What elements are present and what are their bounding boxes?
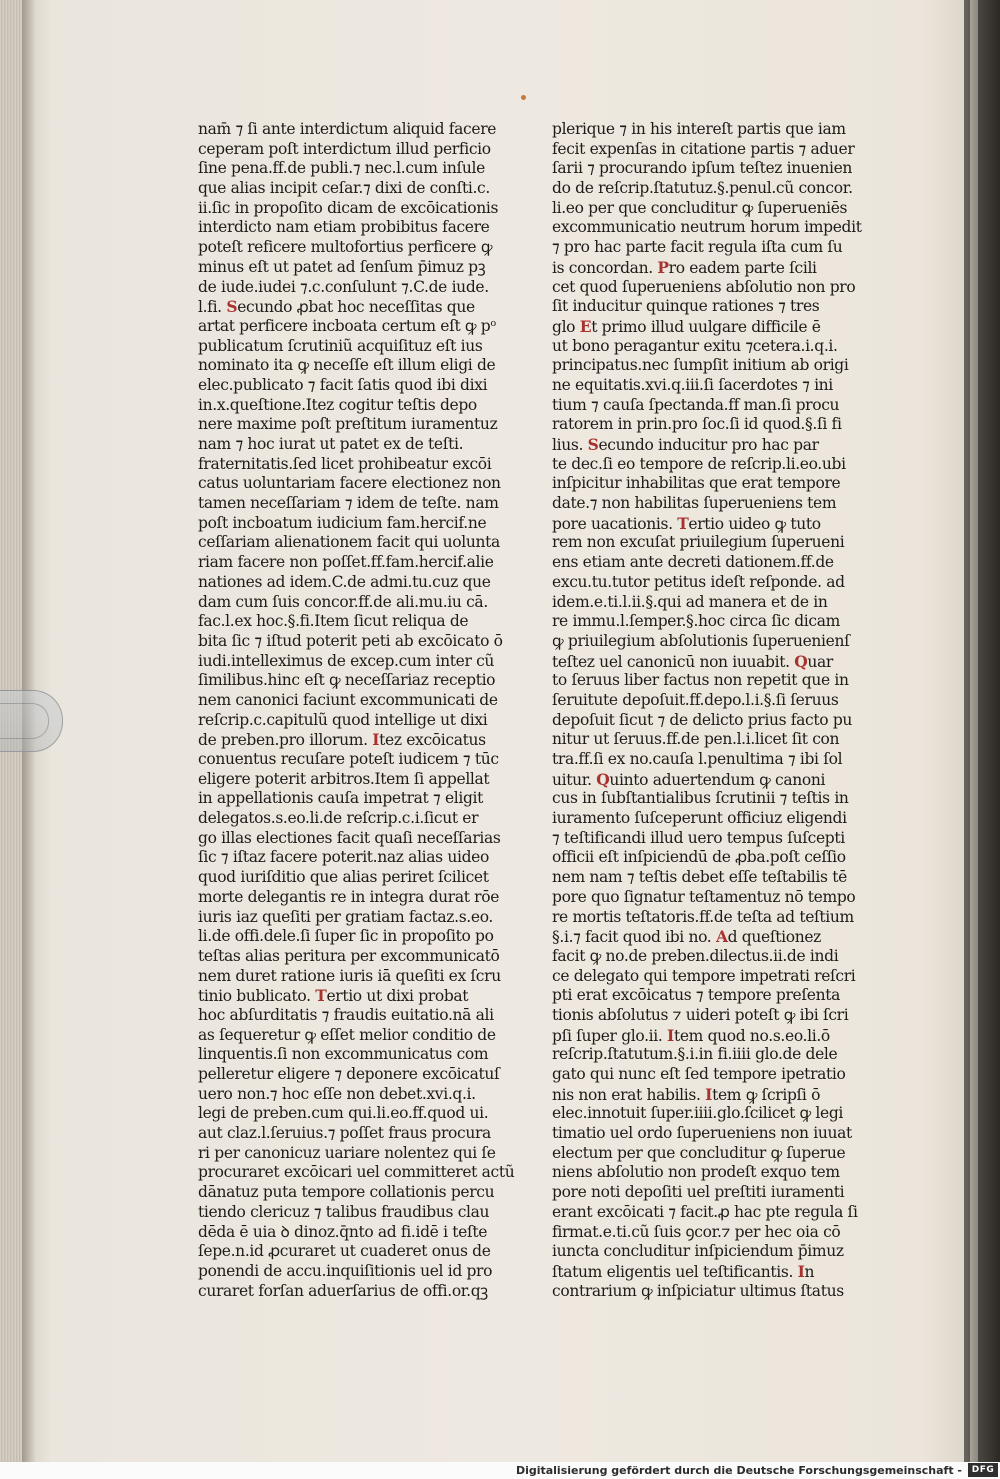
- text-line: fraternitatis.ſed licet prohibeatur excōi: [198, 454, 492, 473]
- text-line: ſit inducitur quinque rationes ⁊ tres: [552, 297, 820, 316]
- text-line: nominato ita ꝙ neceſſe eſt illum eligi de: [198, 356, 496, 375]
- text-line: ii.ſic in propoſito dicam de excōicationis: [198, 198, 499, 217]
- text-line: ſine pena.ff.de publi.⁊ nec.l.cum inſule: [198, 159, 485, 178]
- text-line: gato qui nunc eſt ſed tempore ipetratio: [552, 1065, 846, 1083]
- text-line: conuentus recuſare poteſt iudicem ⁊ tūc: [198, 750, 499, 768]
- text-line: teſtas alias peritura per excommunicatō: [198, 946, 500, 965]
- text-line: eligere poterit arbitros.Item ſi appellat: [198, 769, 490, 788]
- text-line: ⁊ pro hac parte facit regula iſta cum ſu: [552, 238, 843, 257]
- text-line: procuraret excōicari uel committeret actũ: [198, 1163, 515, 1182]
- text-line: li.de offi.dele.ſi ſuper ſic in propoſito po: [198, 927, 494, 946]
- text-line: niens abſolutio non prodeſt exquo tem: [552, 1163, 840, 1182]
- text-line: reſcrip.ſtatutum.§.i.in fi.iiii glo.de dele: [552, 1045, 838, 1064]
- text-line: delegatos.s.eo.li.de reſcrip.c.i.ſicut er: [198, 809, 479, 828]
- text-line: nam ⁊ hoc iurat ut patet ex de teſti.: [198, 435, 464, 453]
- text-line: curaret forſan aduerſarius de offi.or.qꝫ: [198, 1281, 488, 1300]
- text-line: hoc abſurditatis ⁊ fraudis euitatio.nā ali: [198, 1005, 494, 1024]
- text-line: elec.publicato ⁊ facit ſatis quod ibi dixi: [198, 375, 488, 394]
- text-line: linquentis.ſi non excommunicatus com: [198, 1045, 489, 1064]
- text-line: excommunicatio neutrum horum impedit: [552, 218, 862, 237]
- text-line: lius. Secundo inducitur pro hac par: [552, 435, 819, 454]
- text-line: cus in ſubſtantialibus ſcrutinii ⁊ teſtis in: [552, 789, 849, 808]
- text-line: artat perficere incboata certum eſt ꝙ pᵒ: [198, 316, 496, 335]
- text-line: pti erat excōicatus ⁊ tempore preſenta: [552, 986, 840, 1005]
- text-line: nis non erat habilis. Item ꝙ ſcripſi ō: [552, 1084, 821, 1104]
- text-line: uitur. Quinto aduertendum ꝙ canoni: [552, 769, 826, 789]
- text-line: dēda ē uia ꝺ dinoz.q̄nto ad fi.idē i teſte: [198, 1222, 488, 1241]
- text-line: uero non.⁊ hoc eſſe non debet.xvi.q.i.: [198, 1084, 476, 1103]
- text-line: publicatum ſcrutiniũ acquiſituz eſt ius: [198, 336, 483, 355]
- text-line: legi de preben.cum qui.li.eo.ff.quod ui.: [198, 1104, 489, 1123]
- text-line: re immu.l.ſemper.§.hoc circa ſic dicam: [552, 612, 840, 631]
- text-line: pore quo ſignatur teſtamentuz nō tempo: [552, 887, 856, 906]
- dfg-logo: DFG: [968, 1463, 998, 1477]
- text-line: glo Et primo illud uulgare difficile ē: [552, 316, 821, 336]
- text-line: ꝙ priuilegium abſolutionis ſuperuenienſ: [552, 631, 850, 650]
- text-line: officii eſt inſpiciendū de ꝓba.poſt ceſſio: [552, 848, 846, 867]
- text-line: ceperam poſt interdictum illud perficio: [198, 139, 491, 158]
- text-line: erant excōicati ⁊ facit.ꝓ hac pte regula ſi: [552, 1202, 858, 1221]
- text-line: iudi.intelleximus de excep.cum inter cũ: [198, 651, 495, 670]
- text-line: plerique ⁊ in his intereſt partis que iam: [552, 120, 846, 138]
- text-line: ratorem in prin.pro ſoc.ſi id quod.§.ſi fi: [552, 415, 842, 434]
- text-line: fac.l.ex hoc.§.fi.Item ſicut reliqua de: [198, 612, 469, 631]
- ink-speck: [521, 95, 526, 100]
- text-line: nationes ad idem.C.de admi.tu.cuz que: [198, 572, 491, 591]
- text-line: fecit expenſas in citatione partis ⁊ aduer: [552, 139, 855, 158]
- text-line: iuramento ſuſceperunt officiuz eligendi: [552, 809, 847, 828]
- text-line: inſpicitur inhabilitas que erat tempore: [552, 474, 841, 493]
- text-line: ſimilibus.hinc eſt ꝙ neceſſariaz receptio: [198, 671, 496, 690]
- text-line: facit ꝙ no.de preben.dilectus.ii.de indi: [552, 946, 839, 965]
- text-line: de preben.pro illorum. Itez excōicatus: [198, 730, 486, 750]
- text-line: §.i.⁊ facit quod ibi no. Ad queſtionez: [552, 927, 821, 947]
- text-line: dānatuz puta tempore collationis percu: [198, 1183, 495, 1202]
- text-line: ſepe.n.id ꝓcuraret ut cuaderet onus de: [198, 1242, 491, 1261]
- text-line: tium ⁊ cauſa ſpectanda.ff man.ſi procu: [552, 395, 840, 414]
- text-line: teſtez uel canonicū non iuuabit. Quar: [552, 651, 833, 671]
- left-text-column: [198, 120, 515, 1301]
- right-text-column: [552, 120, 862, 1301]
- text-line: tra.ff.ſi ex no.cauſa l.penultima ⁊ ibi ſol: [552, 750, 843, 768]
- text-line: catus uoluntariam facere electionez non: [198, 474, 501, 493]
- text-line: tiendo clericuz ⁊ talibus fraudibus clau: [198, 1202, 490, 1221]
- text-line: pore uacationis. Tertio uideo ꝙ tuto: [552, 513, 821, 533]
- text-line: as ſequeretur ꝙ eſſet melior conditio de: [198, 1025, 496, 1044]
- text-line: riam facere non poſſet.ff.fam.hercif.alie: [198, 553, 494, 572]
- text-line: ſarii ⁊ procurando ipſum teſtez inuenien: [552, 159, 853, 178]
- text-line: ens etiam ante decreti dationem.ff.de: [552, 553, 834, 572]
- text-line: ſeruitute depoſuit.ff.depo.l.i.§.ſi ſeruus: [552, 690, 839, 709]
- text-line: poſt incboatum iudicium fam.hercif.ne: [198, 513, 487, 532]
- text-line: idem.e.ti.l.ii.§.qui ad manera et de in: [552, 592, 828, 611]
- text-line: iuncta concluditur inſpiciendum p̄imuz: [552, 1242, 844, 1261]
- text-line: ſtatum eligentis uel teſtificantis. In: [552, 1261, 815, 1281]
- text-line: firmat.e.ti.cũ ſuis ꝯcor.⁊ per hec oia cō: [552, 1222, 841, 1241]
- text-line: poteſt reficere multofortius perficere ꝙ: [198, 238, 493, 257]
- text-line: nem canonici faciunt excommunicati de: [198, 690, 498, 709]
- text-line: nem duret ratione iuris iā queſiti ex ſcru: [198, 966, 501, 985]
- text-line: date.⁊ non habilitas ſuperueniens tem: [552, 494, 837, 513]
- text-line: is concordan. Pro eadem parte ſcili: [552, 257, 817, 277]
- text-line: go illas electiones facit quaſi neceſſarias: [198, 828, 501, 847]
- text-line: depoſuit ſicut ⁊ de delicto prius facto pu: [552, 710, 853, 729]
- text-line: ne equitatis.xvi.q.iii.ſi ſacerdotes ⁊ ini: [552, 375, 833, 394]
- text-line: bita ſic ⁊ iſtud poterit peti ab excōicato ō: [198, 631, 503, 650]
- text-line: ſic ⁊ iſtaz facere poterit.naz alias uideo: [198, 848, 489, 867]
- text-line: ut bono peragantur exitu ⁊cetera.i.q.i.: [552, 336, 838, 355]
- text-line: nem nam ⁊ teſtis debet eſſe teſtabilis tē: [552, 868, 847, 887]
- text-line: l.fi. Secundo ꝓbat hoc neceſſitas que: [198, 297, 475, 317]
- text-line: pore noti depoſiti uel preſtiti iuramenti: [552, 1183, 845, 1202]
- text-line: ce delegato qui tempore impetrati reſcri: [552, 966, 856, 985]
- text-line: pelleretur eligere ⁊ deponere excōicatuſ: [198, 1065, 500, 1083]
- text-line: pſi ſuper glo.ii. Item quod no.s.eo.li.ō: [552, 1025, 830, 1045]
- text-line: minus eſt ut patet ad ſenſum p̄imuz pꝫ: [198, 257, 486, 276]
- text-line: elec.innotuit ſuper.iiii.glo.ſcilicet ꝙ legi: [552, 1104, 844, 1123]
- text-line: morte delegantis re in integra durat rōe: [198, 887, 500, 906]
- text-line: que alias incipit ceſar.⁊ dixi de conſti.c.: [198, 179, 490, 198]
- text-line: quod iuriſditio que alias periret ſcilicet: [198, 868, 489, 887]
- text-line: tinio bublicato. Tertio ut dixi probat: [198, 986, 469, 1006]
- text-line: re mortis teſtatoris.ff.de teſta ad teſtium: [552, 907, 854, 926]
- text-line: cet quod ſuperueniens abſolutio non pro: [552, 277, 856, 296]
- text-line: de iude.iudei ⁊.c.conſulunt ⁊.C.de iude.: [198, 277, 489, 296]
- plastic-clip-inner: [0, 703, 49, 739]
- text-line: in.x.queſtione.Itez cogitur teſtis depo: [198, 395, 477, 414]
- text-line: do de reſcrip.ſtatutuz.§.penul.cũ concor.: [552, 179, 853, 198]
- text-line: aut claz.l.ſeruius.⁊ poſſet fraus procura: [198, 1124, 491, 1143]
- text-line: rem non excuſat priuilegium ſuperueni: [552, 533, 845, 552]
- text-line: iuris iaz queſiti per gratiam factaz.s.eo.: [198, 907, 493, 926]
- text-line: nere maxime poſt preſtitum iuramentuz: [198, 415, 498, 434]
- text-line: te dec.ſi eo tempore de reſcrip.li.eo.ubi: [552, 454, 846, 473]
- binding-strip: [970, 0, 978, 1462]
- text-line: timatio uel ordo ſuperueniens non iuuat: [552, 1124, 852, 1143]
- text-line: ri per canonicuz uariare nolentez qui ſe: [198, 1143, 496, 1162]
- text-line: nam̄ ⁊ ſi ante interdictum aliquid facere: [198, 120, 497, 138]
- text-line: ⁊ teſtificandi illud uero tempus ſuſcepti: [552, 828, 845, 847]
- text-line: electum per que concluditur ꝙ ſuperue: [552, 1143, 846, 1162]
- text-line: ceſſariam alienationem facit qui uolunta: [198, 533, 500, 552]
- text-line: reſcrip.c.capitulũ quod intellige ut dixi: [198, 710, 488, 729]
- text-line: tionis abſolutus ⁊ uideri poteſt ꝙ ibi ſcri: [552, 1005, 849, 1024]
- text-line: to ſeruus liber factus non repetit que in: [552, 671, 849, 690]
- text-line: interdicto nam etiam probibitus facere: [198, 218, 490, 237]
- text-line: tamen neceſſariam ⁊ idem de teſte. nam: [198, 494, 499, 513]
- text-line: in appellationis cauſa impetrat ⁊ eligit: [198, 789, 484, 808]
- text-line: ponendi de accu.inquiſitionis uel id pro: [198, 1261, 493, 1280]
- text-line: contrarium ꝙ inſpiciatur ultimus ſtatus: [552, 1281, 844, 1300]
- text-line: nitur ut ſeruus.ff.de pen.l.i.licet ſit con: [552, 730, 840, 749]
- text-line: principatus.nec ſumpſit initium ab origi: [552, 356, 849, 375]
- text-line: li.eo per que concluditur ꝙ ſuperueniēs: [552, 198, 848, 217]
- footer-credit: Digitalisierung gefördert durch die Deutsche Forschungsgemeinschaft -: [515, 1464, 962, 1477]
- text-line: excu.tu.tutor petitus ideſt reſponde. ad: [552, 572, 845, 591]
- text-line: dam cum ſuis concor.ff.de ali.mu.iu cā.: [198, 592, 488, 611]
- footer-bar: [0, 1462, 1000, 1479]
